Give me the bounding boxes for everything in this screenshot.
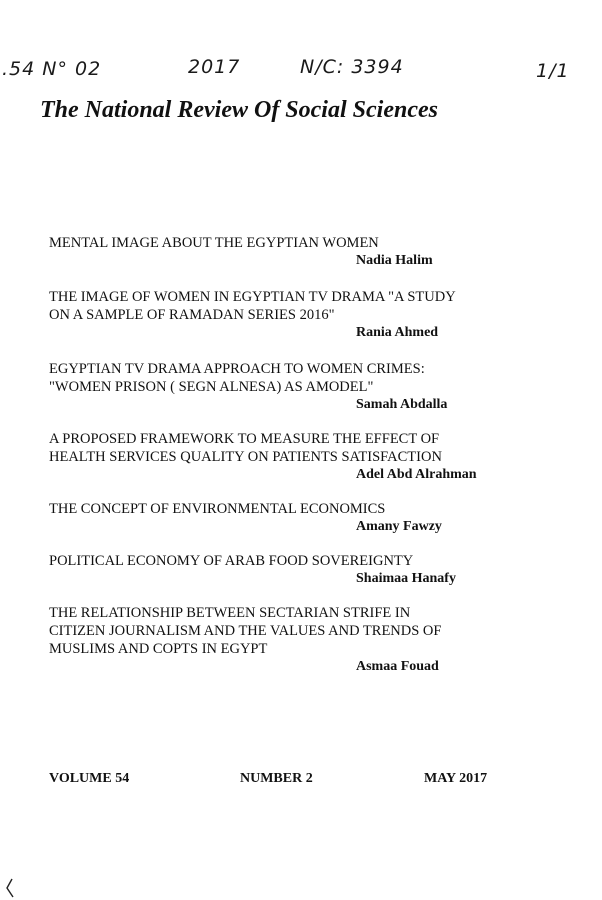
article-title: ON A SAMPLE OF RAMADAN SERIES 2016" [49, 307, 335, 323]
article-entry [49, 360, 509, 414]
handwritten-nc-note: N/C: 3394 [300, 56, 404, 78]
article-author: Asmaa Fouad [356, 659, 439, 674]
article-entry [49, 500, 509, 536]
article-title: CITIZEN JOURNALISM AND THE VALUES AND TRENDS OF [49, 623, 442, 639]
article-entry [49, 288, 509, 342]
handwritten-year-note: 2017 [188, 56, 241, 78]
article-entry [49, 552, 509, 588]
article-title: THE RELATIONSHIP BETWEEN SECTARIAN STRIFE IN [49, 605, 411, 621]
volume-label: VOLUME 54 [49, 771, 130, 786]
article-entry [49, 604, 509, 676]
journal-title: The National Review Of Social Sciences [40, 97, 438, 123]
article-title: THE IMAGE OF WOMEN IN EGYPTIAN TV DRAMA "A STUDY [49, 289, 456, 305]
article-author: Shaimaa Hanafy [356, 571, 456, 586]
article-title: "WOMEN PRISON ( SEGN ALNESA) AS AMODEL" [49, 379, 374, 395]
article-title: EGYPTIAN TV DRAMA APPROACH TO WOMEN CRIMES: [49, 361, 425, 377]
article-author: Amany Fawzy [356, 519, 442, 534]
article-author: Rania Ahmed [356, 325, 439, 340]
article-entry [49, 430, 509, 484]
article-author: Samah Abdalla [356, 397, 448, 412]
article-entry [49, 234, 509, 270]
number-label: NUMBER 2 [240, 771, 313, 786]
article-title: MUSLIMS AND COPTS IN EGYPT [49, 641, 268, 657]
date-label: MAY 2017 [424, 771, 488, 786]
article-title: A PROPOSED FRAMEWORK TO MEASURE THE EFFECT OF [49, 431, 440, 447]
article-title: MENTAL IMAGE ABOUT THE EGYPTIAN WOMEN [49, 235, 379, 251]
article-author: Nadia Halim [356, 253, 433, 268]
article-author: Adel Abd Alrahman [356, 467, 477, 482]
article-title: HEALTH SERVICES QUALITY ON PATIENTS SATISFACTION [49, 449, 442, 465]
pen-mark-icon [4, 878, 18, 898]
article-title: POLITICAL ECONOMY OF ARAB FOOD SOVEREIGNTY [49, 553, 414, 569]
article-title: THE CONCEPT OF ENVIRONMENTAL ECONOMICS [49, 501, 386, 517]
handwritten-fraction-note: 1/1 [536, 60, 570, 82]
handwritten-issue-note: .54 N° 02 [2, 58, 102, 80]
